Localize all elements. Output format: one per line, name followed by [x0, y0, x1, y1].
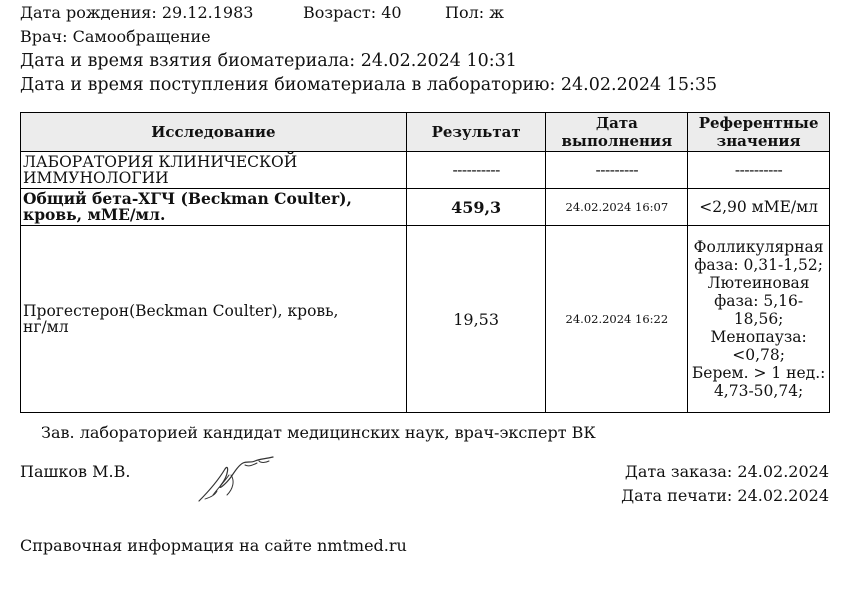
birth-date: Дата рождения: 29.12.1983 [20, 3, 254, 22]
reference-line: 18,56; [733, 310, 784, 328]
print-date: Дата печати: 24.02.2024 [621, 486, 829, 505]
sample-taken-datetime: Дата и время взятия биоматериала: 24.02.2024 10:31 [20, 51, 517, 71]
age: Возраст: 40 [303, 3, 402, 22]
doctor: Врач: Самообращение [20, 27, 211, 46]
head-of-lab-position: Зав. лабораторией кандидат медицинских наук, врач-эксперт ВК [41, 423, 596, 442]
reference-line: Фолликулярная [693, 238, 824, 256]
reference-line: фаза: 0,31-1,52; [694, 256, 823, 274]
study-name-line1: Прогестерон(Beckman Coulter), кровь, [23, 302, 339, 320]
result-value: 19,53 [406, 226, 546, 413]
section-ref-placeholder: ---------- [688, 152, 830, 189]
section-result-placeholder: ---------- [406, 152, 546, 189]
completion-date: 24.02.2024 16:07 [546, 189, 688, 226]
table-row [21, 226, 830, 413]
header-study: Исследование [21, 113, 407, 152]
header-ref-line1: Референтные [698, 114, 819, 132]
signature-image [195, 455, 285, 505]
study-name-line1: Общий бета-ХГЧ (Beckman Coulter), [23, 189, 352, 208]
section-title-line1: ЛАБОРАТОРИЯ КЛИНИЧЕСКОЙ [23, 153, 298, 171]
table-row [21, 189, 830, 226]
section-row [21, 152, 830, 189]
header-result: Результат [406, 113, 546, 152]
header-date [546, 113, 688, 152]
header-date-line2: выполнения [561, 132, 673, 150]
section-date-placeholder: --------- [546, 152, 688, 189]
completion-date: 24.02.2024 16:22 [546, 226, 688, 413]
section-title [21, 152, 407, 189]
reference-values [688, 226, 830, 413]
reference-line: Менопауза: [710, 328, 807, 346]
reference-line: Берем. > 1 нед.: [691, 364, 826, 382]
table-header-row [21, 113, 830, 152]
study-name [21, 189, 407, 226]
header-ref-line2: значения [716, 132, 801, 150]
reference-values [688, 189, 830, 226]
section-title-line2: ИММУНОЛОГИИ [23, 169, 169, 187]
study-name-line2: нг/мл [23, 318, 69, 336]
header-reference [688, 113, 830, 152]
head-of-lab-name: Пашков М.В. [20, 462, 131, 481]
reference-line: Лютеиновая [707, 274, 810, 292]
reference-line: 4,73-50,74; [713, 382, 804, 400]
reference-line: <2,90 мМЕ/мл [699, 198, 819, 216]
study-name [21, 226, 407, 413]
header-date-line1: Дата [595, 114, 638, 132]
reference-line: фаза: 5,16- [714, 292, 804, 310]
results-table [20, 112, 830, 413]
reference-line: <0,78; [732, 346, 785, 364]
sex: Пол: ж [445, 3, 504, 22]
study-name-line2: кровь, мМЕ/мл. [23, 205, 166, 224]
reference-info-link: Справочная информация на сайте nmtmed.ru [20, 536, 407, 555]
result-value: 459,3 [406, 189, 546, 226]
sample-received-datetime: Дата и время поступления биоматериала в лабораторию: 24.02.2024 15:35 [20, 75, 718, 95]
order-date: Дата заказа: 24.02.2024 [624, 462, 829, 481]
